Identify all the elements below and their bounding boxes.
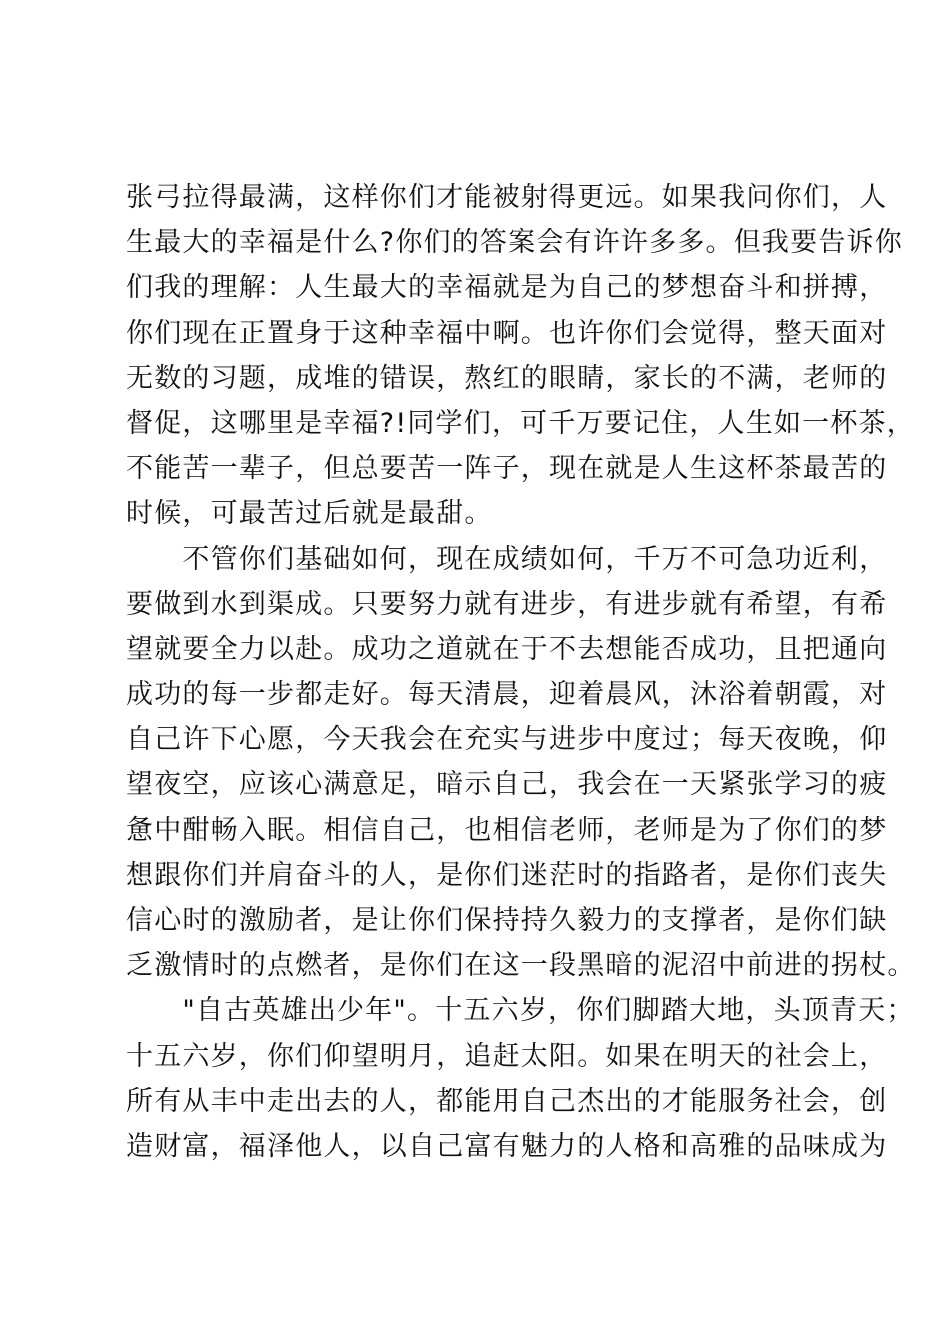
text-line: 信心时的激励者，是让你们保持持久毅力的支撑者，是你们缺: [126, 905, 888, 936]
text-line: 时候，可最苦过后就是最甜。: [126, 498, 493, 530]
text-line: 张弓拉得最满，这样你们才能被射得更远。如果我问你们，人: [126, 182, 888, 213]
text-line: "自古英雄出少年"。十五六岁，你们脚踏大地，头顶青天；: [126, 995, 915, 1027]
text-line: 们我的理解：人生最大的幸福就是为自己的梦想奋斗和拼搏，: [126, 272, 888, 304]
text-line: 造财富，福泽他人，以自己富有魅力的人格和高雅的品味成为: [126, 1130, 888, 1162]
text-line: 十五六岁，你们仰望明月，追赶太阳。如果在明天的社会上，: [126, 1040, 888, 1072]
text-line: 惫中酣畅入眠。相信自己，也相信老师，老师是为了你们的梦: [126, 814, 888, 846]
text-line: 望夜空，应该心满意足，暗示自己，我会在一天紧张学习的疲: [126, 769, 888, 801]
text-line: 生最大的幸福是什么?你们的答案会有许许多多。但我要告诉你: [126, 227, 903, 259]
text-line: 所有从丰中走出去的人，都能用自己杰出的才能服务社会，创: [126, 1085, 888, 1117]
text-line: 想跟你们并肩奋斗的人，是你们迷茫时的指路者，是你们丧失: [126, 859, 888, 891]
text-line: 望就要全力以赴。成功之道就在于不去想能否成功，且把通向: [126, 633, 888, 665]
body-text: [126, 175, 916, 1169]
text-line: 你们现在正置身于这种幸福中啊。也许你们会觉得，整天面对: [126, 317, 888, 349]
text-line: 要做到水到渠成。只要努力就有进步，有进步就有希望，有希: [126, 588, 888, 620]
text-line: 成功的每一步都走好。每天清晨，迎着晨风，沐浴着朝霞，对: [126, 679, 888, 711]
text-line: 不能苦一辈子，但总要苦一阵子，现在就是人生这杯茶最苦的: [126, 453, 888, 485]
text-line: 无数的习题，成堆的错误，熬红的眼睛，家长的不满，老师的: [126, 362, 888, 394]
text-line: 督促，这哪里是幸福?!同学们，可千万要记住，人生如一杯茶，: [126, 407, 915, 439]
text-line: 不管你们基础如何，现在成绩如何，千万不可急功近利，: [126, 543, 888, 575]
text-line: 自己许下心愿，今天我会在充实与进步中度过；每天夜晚，仰: [126, 724, 888, 756]
text-line: 乏激情时的点燃者，是你们在这一段黑暗的泥沼中前进的拐杖。: [126, 950, 916, 982]
